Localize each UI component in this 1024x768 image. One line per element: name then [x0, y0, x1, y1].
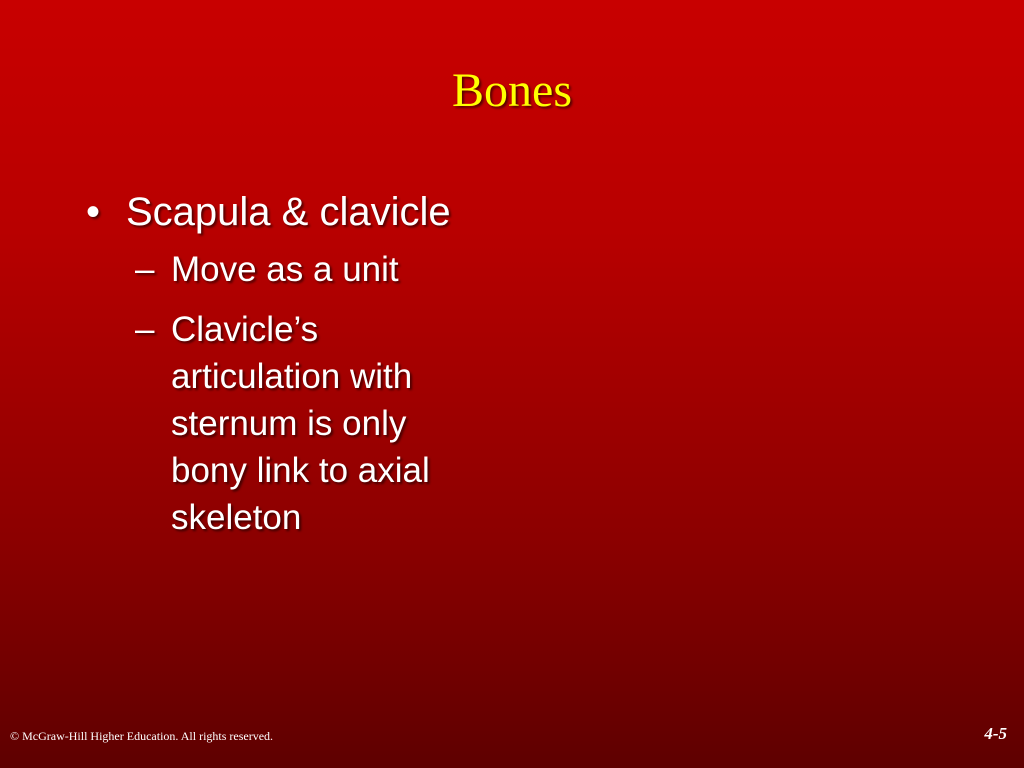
copyright-footer: © McGraw-Hill Higher Education. All rights reserved. — [10, 729, 274, 743]
sub-bullet-marker: – — [135, 310, 155, 349]
bullet-text: Scapula & clavicle — [126, 190, 451, 234]
bullet-marker: • — [86, 190, 101, 234]
sub-bullet-marker: – — [135, 250, 155, 289]
sub-bullet-text: Move as a unit — [171, 250, 399, 289]
sub-bullet-item — [135, 246, 686, 293]
page-number: 4-5 — [984, 724, 1007, 743]
sub-bullet-item — [135, 306, 686, 541]
sub-bullet-text: Clavicle’s articulation with sternum is only bony link to axial skeleton — [171, 310, 430, 537]
bullet-item — [86, 186, 686, 238]
slide-title: Bones — [452, 64, 572, 117]
bullet-list — [86, 186, 686, 554]
